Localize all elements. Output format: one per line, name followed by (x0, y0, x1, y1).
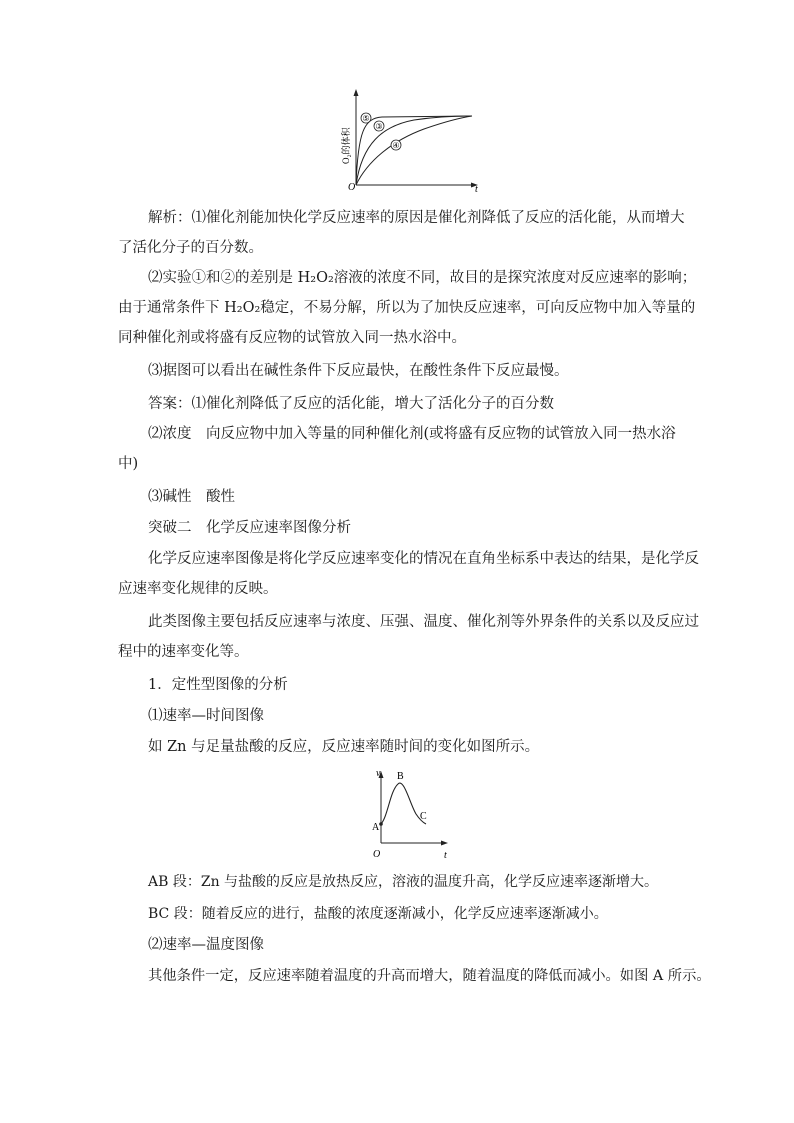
paragraph-line: ⑶碱性 酸性 (148, 489, 235, 505)
paragraph-line: 答案：⑴催化剂降低了反应的活化能，增大了活化分子的百分数 (148, 396, 554, 412)
point-a-label: A (372, 822, 380, 833)
paragraph-line: 由于通常条件下 H₂O₂稳定，不易分解，所以为了加快反应速率，可向反应物中加入等量的 (118, 300, 696, 316)
paragraph-line: 程中的速率变化等。 (118, 644, 249, 660)
y-axis-label: v (376, 768, 381, 779)
origin-label: O (348, 182, 356, 193)
section-heading: 突破二 化学反应速率图像分析 (148, 520, 351, 536)
point-b-label: B (397, 771, 404, 782)
rate-time-graph (362, 766, 454, 860)
paragraph-line: ⑶据图可以看出在碱性条件下反应最快，在酸性条件下反应最慢。 (148, 363, 569, 379)
paragraph-line: 如 Zn 与足量盐酸的反应，反应速率随时间的变化如图所示。 (148, 739, 540, 755)
subsection-heading: ⑵速率—温度图像 (148, 937, 264, 953)
paragraph-line: 同种催化剂或将盛有反应物的试管放入同一热水浴中。 (118, 330, 466, 346)
subsection-heading: 1．定性型图像的分析 (148, 677, 288, 693)
curve-4-label: ④ (392, 141, 400, 150)
paragraph-line: 化学反应速率图像是将化学反应速率变化的情况在直角坐标系中表达的结果，是化学反 (148, 551, 699, 567)
subsection-heading: ⑴速率—时间图像 (148, 708, 264, 724)
paragraph-line: BC 段：随着反应的进行，盐酸的浓度逐渐减小，化学反应速率逐渐减小。 (148, 906, 608, 922)
paragraph-line: 了活化分子的百分数。 (118, 240, 263, 256)
o2-volume-time-graph (334, 82, 484, 194)
x-axis-label: t (444, 850, 447, 860)
paragraph-line: ⑵实验①和②的差别是 H₂O₂溶液的浓度不同，故目的是探究浓度对反应速率的影响； (148, 270, 697, 286)
x-axis-arrow-icon (441, 841, 448, 846)
point-c-label: C (420, 811, 427, 822)
paragraph-line: 此类图像主要包括反应速率与浓度、压强、温度、催化剂等外界条件的关系以及反应过 (148, 614, 699, 630)
curve-5 (356, 116, 472, 185)
curve-3 (356, 116, 472, 185)
curve-4 (356, 116, 472, 185)
paragraph-line: AB 段：Zn 与盐酸的反应是放热反应，溶液的温度升高，化学反应速率逐渐增大。 (148, 874, 659, 890)
paragraph-line: 解析：⑴催化剂能加快化学反应速率的原因是催化剂降低了反应的活化能，从而增大 (148, 210, 685, 226)
paragraph-line: ⑵浓度 向反应物中加入等量的同种催化剂(或将盛有反应物的试管放入同一热水浴 (148, 426, 676, 442)
paragraph-line: 中) (118, 456, 139, 472)
curve-3-label: ③ (375, 122, 383, 131)
curve-5-label: ⑤ (362, 114, 370, 123)
paragraph-line: 应速率变化规律的反映。 (118, 581, 278, 597)
y-axis-label: O₂的体积 (341, 127, 351, 164)
y-axis-arrow-icon (354, 89, 359, 96)
point-a-dot (379, 822, 383, 826)
origin-label: O (373, 849, 381, 860)
paragraph-line: 其他条件一定，反应速率随着温度的升高而增大，随着温度的降低而减小。如图 A 所示。 (148, 968, 711, 984)
x-axis-label: t (475, 184, 478, 194)
